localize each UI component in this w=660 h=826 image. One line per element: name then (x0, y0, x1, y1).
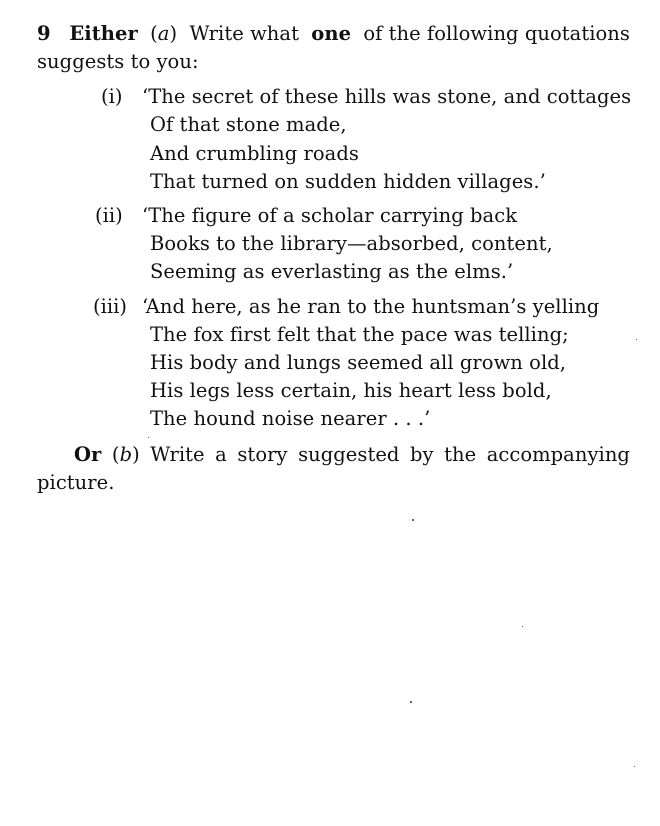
part-b-text-word-suggested: suggested (298, 443, 400, 466)
quotation-ii-line-1: ‘The figure of a scholar carrying back (142, 204, 518, 227)
quotation-i-label: (i) (101, 85, 123, 108)
part-b-text-word-the: the (444, 443, 477, 466)
part-b-text-word-story: story (237, 443, 288, 466)
quotation-ii-line-2: Books to the library—absorbed, content, (150, 232, 553, 255)
part-b-line-1 (74, 441, 630, 469)
quotation-iii-line-2: The fox first felt that the pace was telling; (150, 323, 569, 346)
part-a-letter: a (157, 22, 170, 45)
quotation-iii-line-3: His body and lungs seemed all grown old, (150, 351, 567, 374)
quotation-i-line-2: Of that stone made, (150, 113, 347, 136)
quotation-iii-label: (iii) (93, 295, 127, 318)
quotation-ii-label: (ii) (95, 204, 123, 227)
part-a-one: one (311, 22, 352, 45)
quotation-i-line-1: ‘The secret of these hills was stone, and cottages (142, 85, 632, 108)
part-b-line-2: picture. (37, 471, 115, 494)
either-word: Either (69, 22, 138, 45)
part-a-intro-2: of the following quotations (363, 22, 630, 45)
scan-speck (148, 437, 149, 438)
part-b-label: (b) (111, 443, 140, 466)
scan-speck (412, 519, 414, 521)
quotation-iii-line-4: His legs less certain, his heart less bold, (150, 379, 552, 402)
part-b-text-word-by: by (409, 443, 434, 466)
quotation-ii-line-3: Seeming as everlasting as the elms.’ (150, 260, 514, 283)
question-intro-line-1 (37, 20, 630, 48)
question-number-block (37, 20, 138, 48)
part-b-text-word-accompanying: accompanying (486, 443, 630, 466)
quotation-iii-line-1: ‘And here, as he ran to the huntsman’s yelling (142, 295, 600, 318)
quotation-iii-line-5: The hound noise nearer . . .’ (150, 407, 431, 430)
question-number: 9 (37, 22, 51, 45)
part-b-text-word-write: Write (150, 443, 205, 466)
scan-speck (522, 626, 523, 627)
part-a-intro-line2: suggests to you: (37, 50, 199, 73)
part-b-letter: b (119, 443, 133, 466)
or-word: Or (74, 443, 102, 466)
scan-speck (410, 701, 412, 703)
scan-speck (636, 339, 637, 340)
quotation-i-line-4: That turned on sudden hidden villages.’ (150, 170, 546, 193)
part-a-intro-1: Write what (189, 22, 299, 45)
quotation-i-line-3: And crumbling roads (150, 142, 359, 165)
scan-speck (634, 766, 635, 767)
part-a-label: (a) (150, 22, 178, 45)
question-intro-line-2 (37, 48, 199, 76)
part-b-text-word-a: a (215, 443, 227, 466)
